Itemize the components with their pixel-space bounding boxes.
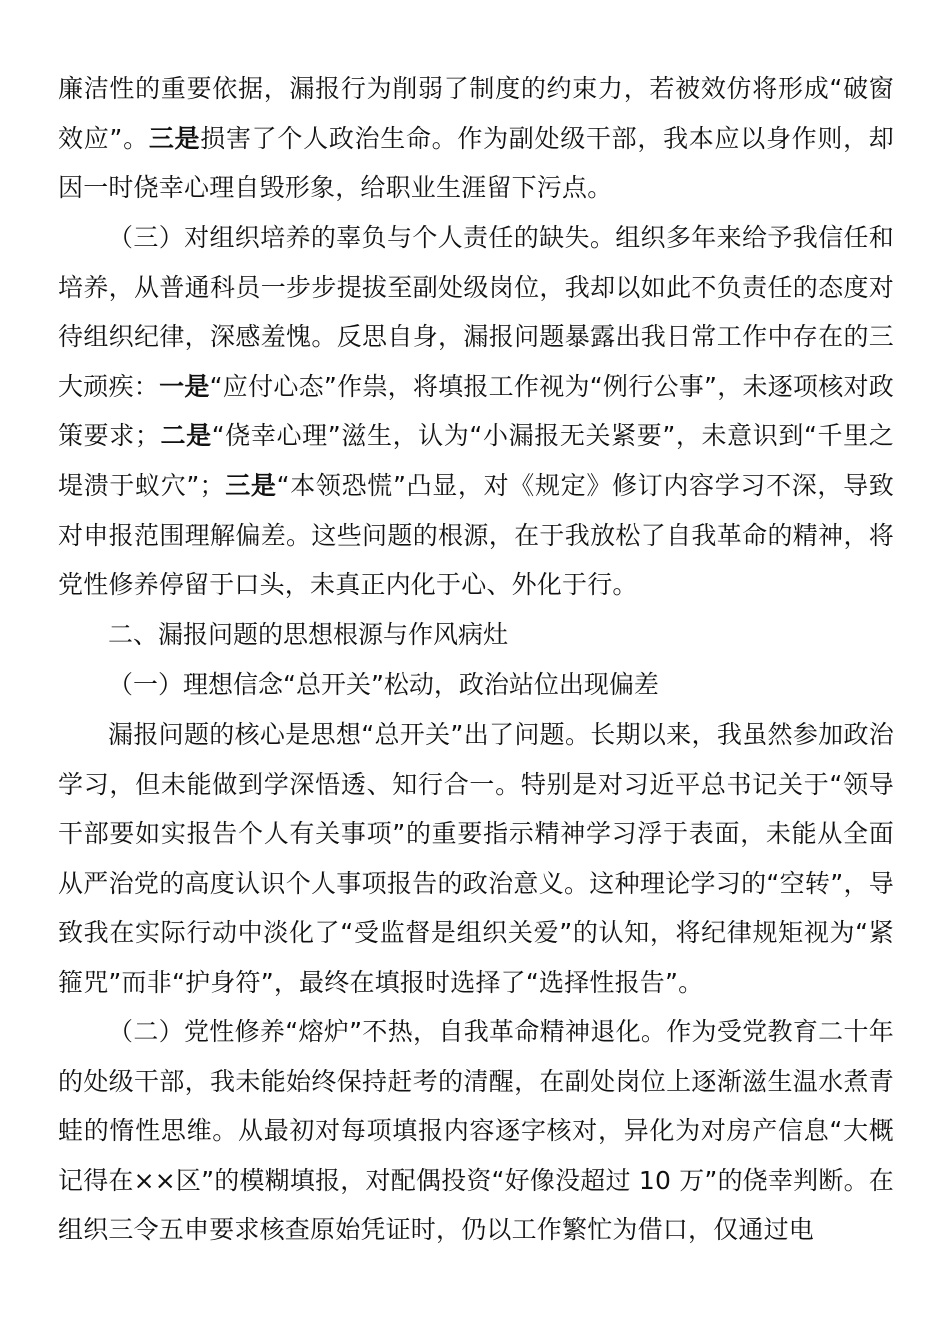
paragraph-2-bold-c: 三是 (224, 470, 277, 500)
paragraph-4: （二）党性修养“熔炉”不热，自我革命精神退化。作为受党教育二十年的处级干部，我未能始终保持赶考的清醒，在副处岗位上逐渐滋生温水煮青蛙的惰性思维。从最初对每项填报内容逐字核对，异化为对房产信息“大概记得在××区”的模糊填报，对配偶投资“好像没超过 10 万”的侥幸判断。在组织三令五申要求核查原始凭证时，仍以工作繁忙为借口，仅通过电 (58, 1017, 894, 1245)
paragraph-2-text-d: “本领恐慌”凸显，对《规定》修订内容学习不深，导致对申报范围理解偏差。这些问题的根源，在于我放松了自我革命的精神，将党性修养停留于口头，未真正内化于心、外化于行。 (58, 470, 894, 600)
paragraph-2-text-c: “侥幸心理”滋生，认为“小漏报无关紧要”，未意识到“千里之堤溃于蚁穴”； (58, 421, 894, 500)
paragraph-1-text-b: 损害了个人政治生命。作为副处级干部，我本应以身作则，却因一时侥幸心理自毁形象，给职业生涯留下污点。 (58, 123, 894, 203)
paragraph-2-bold-a: 一是 (159, 371, 210, 401)
paragraph-2 (58, 213, 894, 610)
paragraph-1-text-a: 廉洁性的重要依据，漏报行为削弱了制度的约束力，若被效仿将形成“破窗效应”。 (58, 74, 894, 153)
paragraph-2-text-a: （三）对组织培养的辜负与个人责任的缺失。组织多年来给予我信任和培养，从普通科员一步步提拔至副处级岗位，我却以如此不负责任的态度对待组织纪律，深感羞愧。反思自身，漏报问题暴露出我日常工作中存在的三大顽疾： (58, 223, 894, 401)
section-heading: 二、漏报问题的思想根源与作风病灶 (108, 620, 509, 649)
paragraph-3: 漏报问题的核心是思想“总开关”出了问题。长期以来，我虽然参加政治学习，但未能做到学深悟透、知行合一。特别是对习近平总书记关于“领导干部要如实报告个人有关事项”的重要指示精神学习浮于表面，未能从全面从严治党的高度认识个人事项报告的政治意义。这种理论学习的“空转”，导致我在实际行动中淡化了“受监督是组织关爱”的认知，将纪律规矩视为“紧箍咒”而非“护身符”，最终在填报时选择了“选择性报告”。 (58, 720, 894, 997)
paragraph-2-bold-b: 二是 (160, 421, 212, 451)
subsection-heading: （一）理想信念“总开关”松动，政治站位出现偏差 (108, 670, 659, 699)
paragraph-2-text-b: “应付心态”作祟，将填报工作视为“例行公事”，未逐项核对政策要求； (58, 371, 894, 451)
paragraph-1-bold-a: 三是 (148, 123, 201, 153)
paragraph-1 (58, 64, 894, 213)
